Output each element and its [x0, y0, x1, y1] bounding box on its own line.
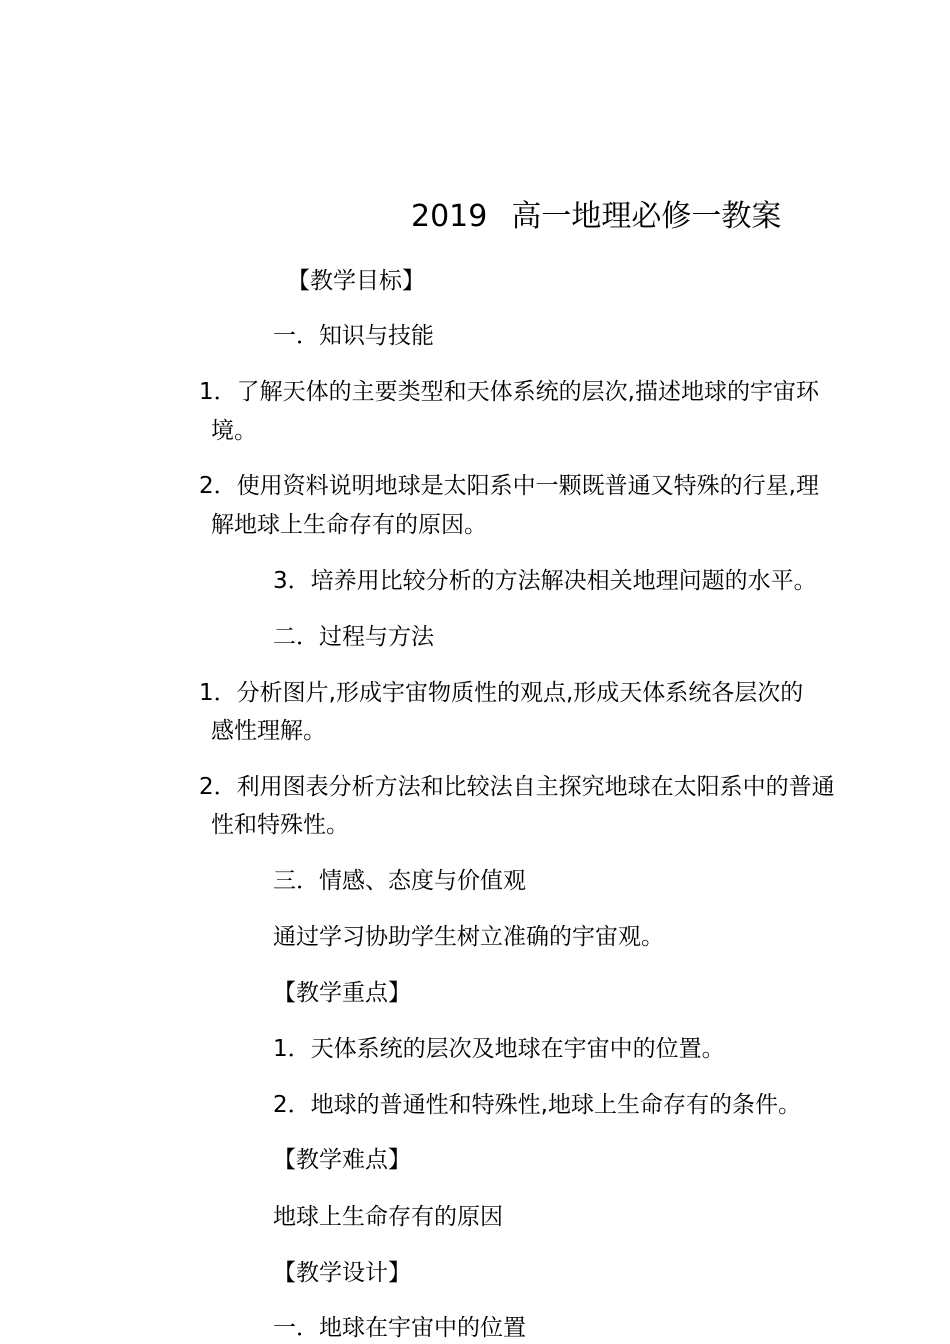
list-item-continued: 境。: [211, 418, 257, 444]
section-heading-design: 【教学设计】: [273, 1260, 411, 1286]
list-item-continued: 性和特殊性。: [211, 812, 349, 838]
subheading-emotion-values: 三．情感、态度与价值观: [273, 868, 526, 894]
title-text: 高一地理必修一教案: [511, 199, 782, 234]
section-heading-difficulties: 【教学难点】: [273, 1147, 411, 1173]
subheading-earth-position: 一．地球在宇宙中的位置: [273, 1315, 526, 1341]
list-item: 2．利用图表分析方法和比较法自主探究地球在太阳系中的普通: [199, 774, 835, 800]
section-heading-key-points: 【教学重点】: [273, 980, 411, 1006]
paragraph: 通过学习协助学生树立准确的宇宙观。: [273, 924, 664, 950]
list-item: 3．培养用比较分析的方法解决相关地理问题的水平。: [273, 568, 817, 594]
list-item: 1．天体系统的层次及地球在宇宙中的位置。: [273, 1036, 725, 1062]
list-item: 2．使用资料说明地球是太阳系中一颗既普通又特殊的行星,理: [199, 473, 819, 499]
list-item: 1．分析图片,形成宇宙物质性的观点,形成天体系统各层次的: [199, 680, 804, 706]
list-item: 2．地球的普通性和特殊性,地球上生命存有的条件。: [273, 1092, 801, 1118]
subheading-knowledge-skills: 一．知识与技能: [273, 323, 434, 349]
subheading-process-methods: 二．过程与方法: [273, 624, 434, 650]
paragraph: 地球上生命存有的原因: [273, 1204, 503, 1230]
list-item-continued: 解地球上生命存有的原因。: [211, 512, 487, 538]
title-year: 2019: [411, 199, 488, 234]
list-item: 1．了解天体的主要类型和天体系统的层次,描述地球的宇宙环: [199, 379, 819, 405]
section-heading-objectives: 【教学目标】: [287, 268, 425, 294]
document-title: [411, 198, 781, 236]
list-item-continued: 感性理解。: [211, 718, 326, 744]
